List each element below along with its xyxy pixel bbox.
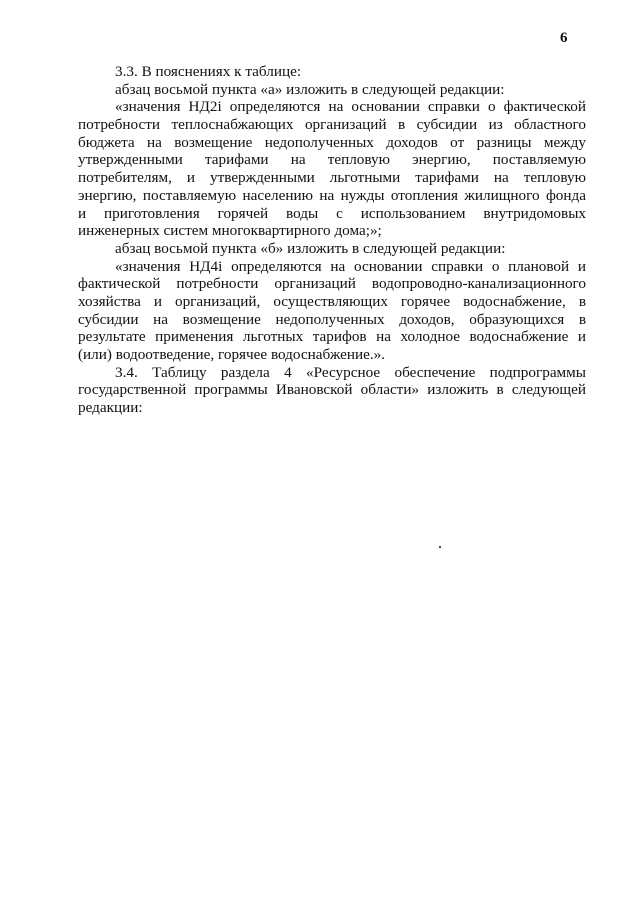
text-line: редакции: — [78, 399, 143, 417]
text-line: потребителям, и утвержденными льготными тарифами на тепловую — [78, 169, 586, 187]
text-line: (или) водоотведение, горячее водоснабжение.». — [78, 346, 386, 363]
text-line: утвержденными тарифами на тепловую энергию, поставляемую — [78, 151, 586, 169]
text-line: фактической потребности организаций водопроводно-канализационного — [78, 275, 586, 293]
text-line: государственной программы Ивановской области» изложить в следующей — [78, 381, 586, 399]
text-line: абзац восьмой пункта «а» изложить в следующей редакции: — [115, 80, 505, 98]
paragraph-3-4: 3.4. Таблицу раздела 4 «Ресурсное обеспечение подпрограммы — [115, 363, 586, 381]
text-line: хозяйства и организаций, осуществляющих горячее водоснабжение, в — [78, 292, 586, 310]
text-line: субсидии на возмещение недополученных доходов, образующихся в — [78, 310, 586, 328]
text-line: потребности теплоснабжающих организаций в субсидии из областного — [78, 116, 586, 134]
text-line: «значения НД2i определяются на основании справки о фактической — [115, 98, 586, 116]
scan-speck — [439, 546, 441, 548]
text-line: «значения НД4i определяются на основании справки о плановой и — [115, 257, 586, 275]
text-line: энергию, поставляемую населению на нужды отопления жилищного фонда — [78, 186, 586, 204]
text-line: инженерных систем многоквартирного дома;»; — [78, 222, 382, 240]
text-line: результате применения льготных тарифов на холодное водоснабжение и — [78, 328, 586, 346]
text-line: бюджета на возмещение недополученных доходов от разницы между — [78, 133, 586, 151]
paragraph-3-3-heading: 3.3. В пояснениях к таблице: — [115, 63, 302, 80]
text-line: и приготовления горячей воды с использованием внутридомовых — [78, 204, 586, 222]
document-body — [78, 63, 586, 417]
text-line: абзац восьмой пункта «б» изложить в следующей редакции: — [115, 239, 506, 257]
page-number: 6 — [560, 30, 568, 46]
